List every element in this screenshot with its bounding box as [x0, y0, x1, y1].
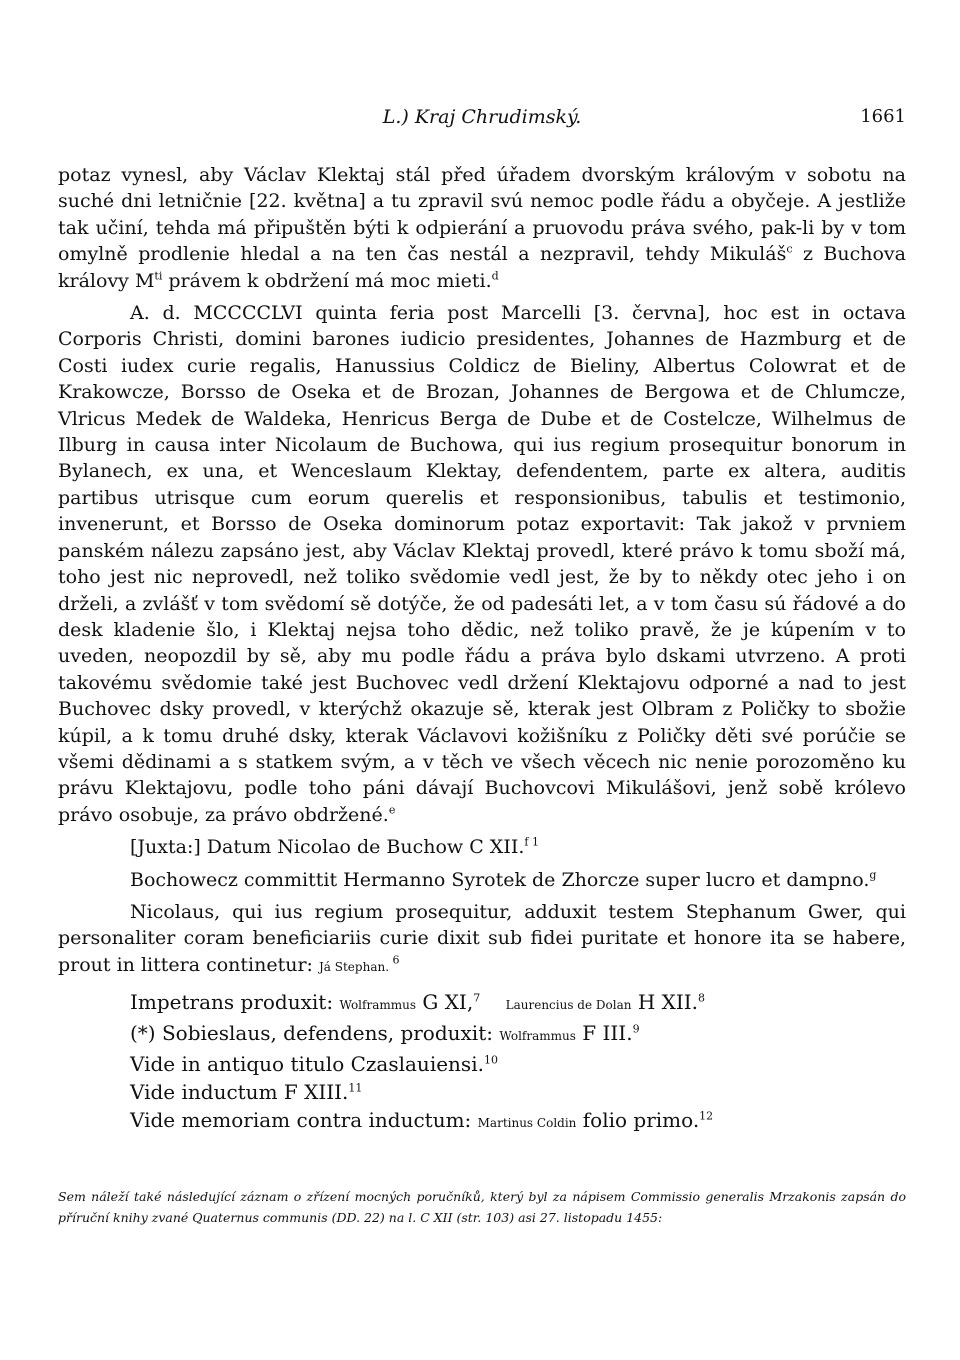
- paragraph-5: [58, 899, 906, 980]
- list-text: F III.: [575, 1021, 633, 1046]
- list-item: [130, 1019, 906, 1050]
- paragraph-5-text: Nicolaus, qui ius regium prosequitur, adduxit testem Stephanum Gwer, qui personaliter coram beneficiariis curie dixit sub fidei puritate et honore ita se habere, prout in littera continetur:: [58, 900, 906, 976]
- footnote: Sem náleží také následující záznam o zřízení mocných poručníků, který byl za nápisem Commissio generalis Mrzakonis zapsán do příruční knihy zvané Quaternus communis (DD. 22) na l. C XII (str. 103) asi 27. listopadu 1455:: [58, 1189, 906, 1225]
- list-item: [130, 1106, 906, 1137]
- small-caps-name: Martinus Coldin: [477, 1116, 577, 1131]
- footnote-ref: 9: [632, 1022, 640, 1036]
- small-caps-name: Já Stephan.: [318, 959, 390, 974]
- list-item: [130, 988, 906, 1019]
- footnote-ref: 12: [699, 1109, 714, 1123]
- page-header: [58, 106, 906, 136]
- footnote-ref: g: [869, 868, 877, 882]
- paragraph-4-text: Bochowecz committit Hermanno Syrotek de Zhorcze super lucro et dampno.: [130, 868, 870, 891]
- paragraph-1: [58, 162, 906, 294]
- list-text: Impetrans produxit:: [130, 990, 340, 1015]
- list-text: folio primo.: [576, 1108, 700, 1133]
- footnote-ref: f 1: [524, 835, 539, 849]
- footnote-ref: d: [491, 269, 499, 283]
- footnote-ref: 7: [473, 991, 481, 1005]
- list-text: Vide in antiquo titulo Czaslauiensi.: [130, 1052, 484, 1077]
- running-title: L.) Kraj Chrudimský.: [382, 106, 582, 128]
- list-text: Vide inductum F XIII.: [130, 1080, 349, 1105]
- page-number: 1661: [860, 106, 906, 127]
- document-page: [58, 0, 906, 1360]
- small-caps-name: Wolframmus: [499, 1029, 576, 1044]
- footnote-ref: 10: [483, 1053, 498, 1067]
- list-text: Vide memoriam contra inductum:: [130, 1108, 478, 1133]
- footnote-ref: 6: [389, 953, 400, 967]
- list-text: (*) Sobieslaus, defendens, produxit:: [130, 1021, 500, 1046]
- list-text: G XI,: [416, 990, 474, 1015]
- list-item: [130, 1078, 906, 1106]
- superscript: ti: [154, 269, 163, 283]
- paragraph-1-text-c: právem k obdržení má moc mieti.: [162, 269, 492, 292]
- list-text: H XII.: [631, 990, 699, 1015]
- paragraph-2-text: A. d. MCCCCLVI quinta feria post Marcelli [3. června], hoc est in octava Corporis Christi, domini barones iudicio presidentes, Johannes de Hazmburg et de Costi iudex curie regalis, Hanussius Coldicz de Bieliny, Albertus Colowrat et de Krakowcze, Borsso de Oseka et de Brozan, Johannes de Bergowa et de Chlumcze, Vlricus Medek de Waldeka, Henricus Berga de Dube et de Costelcze, Wilhelmus de Ilburg in causa inter Nicolaum de Buchowa, qui ius regium prosequitur bonorum in Bylanech, ex una, et Wenceslaum Klektay, defendentem, parte ex altera, auditis partibus utrisque cum eorum querelis et responsionibus, tabulis et testimonio, invenerunt, et Borsso de Oseka dominorum potaz exportavit: Tak jakož v prvniem panském nálezu zapsáno jest, aby Václav Klektaj provedl, které právo k tomu sboží má, toho jest nic neprovedl, než toliko svědomie vedl jest, že by to někdy otec jeho i on drželi, a zvlášť v tom svědomí sě dotýče, že od padesáti let, a v tom času sú řádové a do desk kladenie šlo, i Klektaj nejsa toho dědic, než toliko pravě, že je kúpením v to uveden, neopozdil by sě, aby mu podle řádu a práva bylo dskami utvrzeno. A proti takovému svědomie také jest Buchovec vedl držení Klektajovu odporné a nad to jest Buchovec dsky provedl, v kterýchž okazuje sě, kterak jest Olbram z Poličky to sbožie kúpil, a k tomu druhé dsky, kterak Václavovi kožišníku z Poličky děti své porúčie se všemi dědinami a s statkem svým, a v těch ve všech věcech nic nenie porozoměno ku právu Klektajovu, podle toho páni dávají Buchovcovi Mikulášovi, jenž sobě królevo právo osobuje, za právo obdržené.: [58, 302, 906, 826]
- paragraph-3: [58, 834, 906, 860]
- document-body: [58, 162, 906, 1141]
- footnote-ref: 11: [348, 1081, 363, 1095]
- paragraph-4: [58, 867, 906, 893]
- footnote-ref: 8: [698, 991, 706, 1005]
- paragraph-1-text-b: z Buchova královy M: [58, 243, 906, 292]
- small-caps-name: Wolframmus: [339, 998, 416, 1013]
- footnote-ref: c: [786, 242, 793, 256]
- entries-list: [130, 988, 906, 1137]
- footnote-ref: e: [388, 803, 396, 817]
- paragraph-2: [58, 300, 906, 828]
- paragraph-1-text: potaz vynesl, aby Václav Klektaj stál před úřadem dvorským královým v sobotu na suché dni letničnie [22. května] a tu zpravil svú nemoc podle řádu a obyčeje. A jestliže tak učiní, tehda má připuštěn býti k odpierání a pruovodu práva svého, pak-li by v tom omylně prodlenie hledal a na ten čas nestál a nezpravil, tehdy Mikuláš: [58, 164, 906, 266]
- list-item: [130, 1050, 906, 1078]
- paragraph-3-text: [Juxta:] Datum Nicolao de Buchow C XII.: [130, 836, 525, 859]
- small-caps-name: Laurencius de Dolan: [505, 998, 632, 1013]
